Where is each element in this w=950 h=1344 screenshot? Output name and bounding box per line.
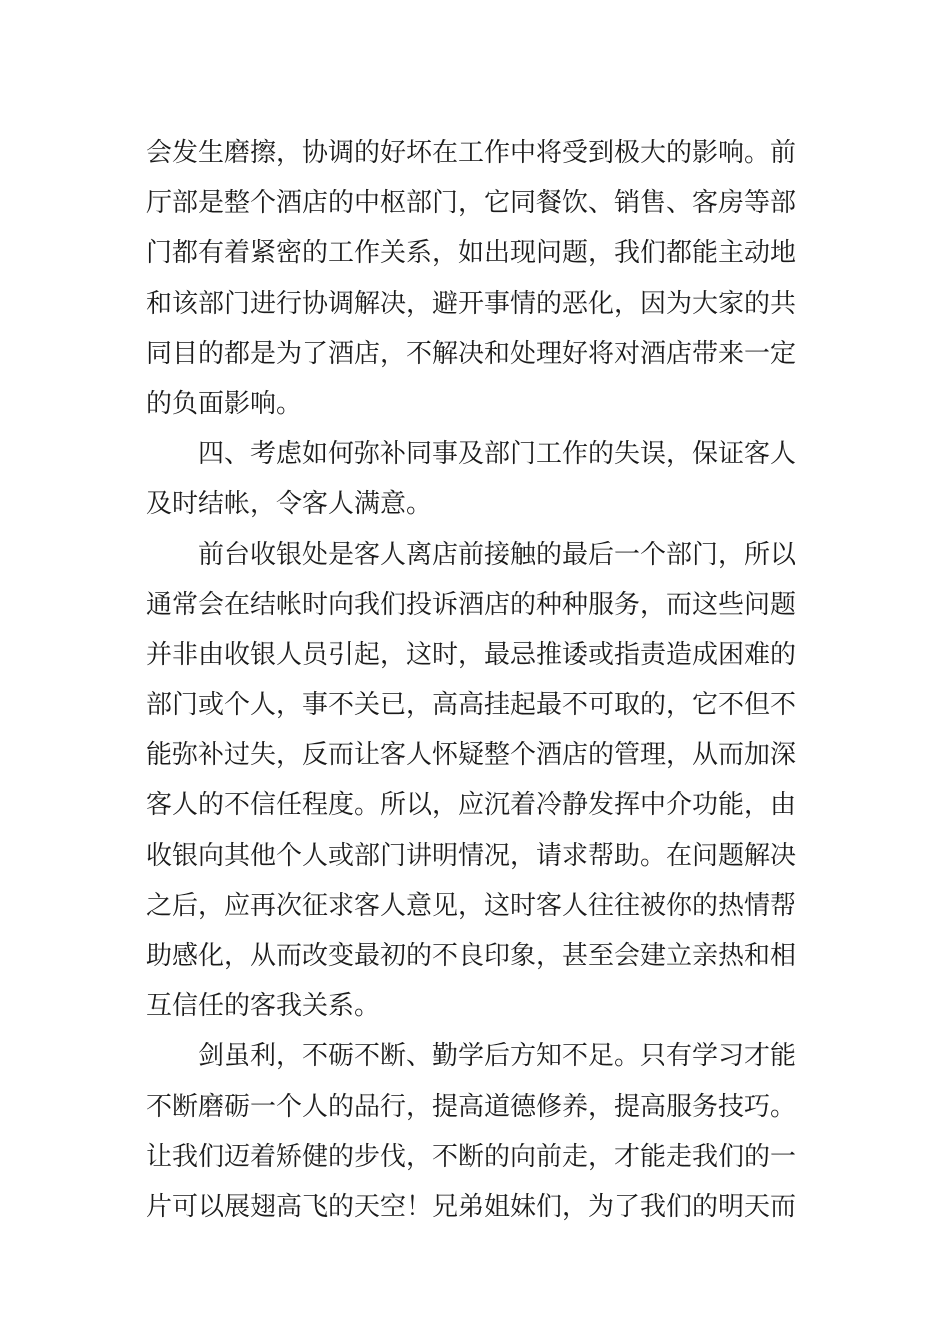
text-line: 并非由收银人员引起，这时，最忌推诿或指责造成困难的: [146, 639, 797, 670]
text-line: 收银向其他个人或部门讲明情况，请求帮助。在问题解决: [146, 840, 797, 871]
text-line: 会发生磨擦，协调的好坏在工作中将受到极大的影响。前: [146, 138, 797, 168]
text-line: 及时结帐，令客人满意。: [146, 489, 433, 520]
document-body: [146, 128, 826, 1232]
text-line: 片可以展翅高飞的天空！兄弟姐妹们，为了我们的明天而: [146, 1191, 797, 1222]
text-line: 让我们迈着矫健的步伐，不断的向前走，才能走我们的一: [146, 1141, 797, 1172]
text-line: 助感化，从而改变最初的不良印象，甚至会建立亲热和相: [146, 941, 797, 971]
text-line: 剑虽利，不砺不断、勤学后方知不足。只有学习才能: [198, 1041, 797, 1072]
text-line: 不断磨砺一个人的品行，提高道德修养，提高服务技巧。: [146, 1091, 797, 1122]
text-line: 和该部门进行协调解决，避开事情的恶化，因为大家的共: [146, 288, 797, 319]
text-line: 部门或个人，事不关已，高高挂起最不可取的，它不但不: [146, 690, 797, 721]
text-line: 客人的不信任程度。所以，应沉着冷静发挥中介功能，由: [146, 790, 797, 821]
text-line: 之后，应再次征求客人意见，这时客人往往被你的热情帮: [146, 890, 797, 921]
text-line: 同目的都是为了酒店，不解决和处理好将对酒店带来一定: [146, 338, 797, 369]
text-line: 能弥补过失，反而让客人怀疑整个酒店的管理，从而加深: [146, 740, 797, 771]
text-line: 通常会在结帐时向我们投诉酒店的种种服务，而这些问题: [146, 589, 797, 620]
text-line: 互信任的客我关系。: [146, 991, 381, 1022]
text-line: 厅部是整个酒店的中枢部门，它同餐饮、销售、客房等部: [146, 188, 797, 219]
text-line: 前台收银处是客人离店前接触的最后一个部门，所以: [198, 539, 797, 570]
text-line: 四、考虑如何弥补同事及部门工作的失误，保证客人: [198, 439, 797, 470]
text-line: 门都有着紧密的工作关系，如出现问题，我们都能主动地: [146, 238, 797, 269]
text-line: 的负面影响。: [146, 388, 303, 419]
